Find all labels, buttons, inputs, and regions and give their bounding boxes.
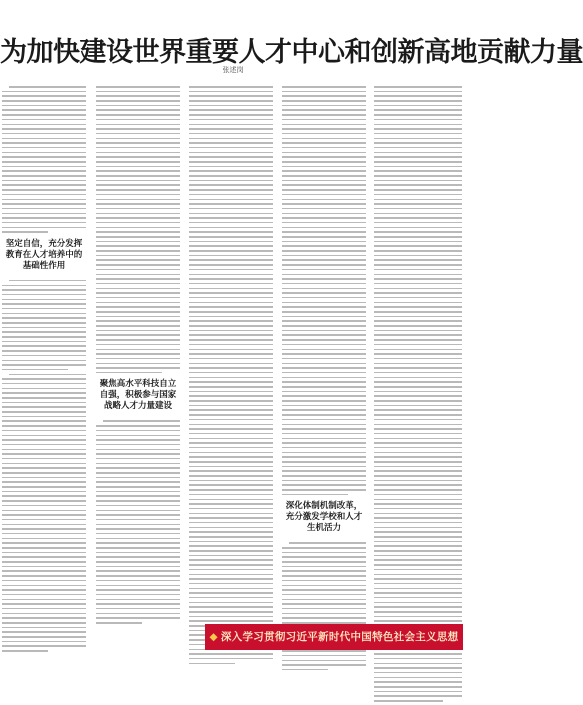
text-column-4	[282, 86, 366, 674]
body-text	[96, 420, 180, 623]
text-column-5	[374, 86, 462, 705]
body-text	[282, 86, 366, 495]
section-heading-2: 聚焦高水平科技自立自强，积极参与国家战略人才力量建设	[99, 379, 177, 412]
text-column-3	[189, 86, 273, 667]
section-heading-1: 坚定自信，充分发挥教育在人才培养中的基础性作用	[5, 238, 83, 271]
body-text	[374, 86, 462, 702]
body-text	[282, 542, 366, 670]
article-headline: 为加快建设世界重要人才中心和创新高地贡献力量	[0, 37, 583, 68]
ornament-icon: ◆	[209, 631, 218, 643]
text-column-1	[2, 86, 86, 655]
body-text	[2, 280, 86, 652]
text-column-2	[96, 86, 180, 627]
article-author: 张述岗	[222, 66, 244, 74]
body-text	[189, 86, 273, 664]
section-heading-3: 深化体制机制改革，充分激发学校和人才生机活力	[285, 501, 363, 534]
body-text	[96, 86, 180, 373]
body-text	[2, 86, 86, 233]
series-banner	[205, 624, 463, 650]
banner-text: 深入学习贯彻习近平新时代中国特色社会主义思想	[220, 631, 459, 643]
